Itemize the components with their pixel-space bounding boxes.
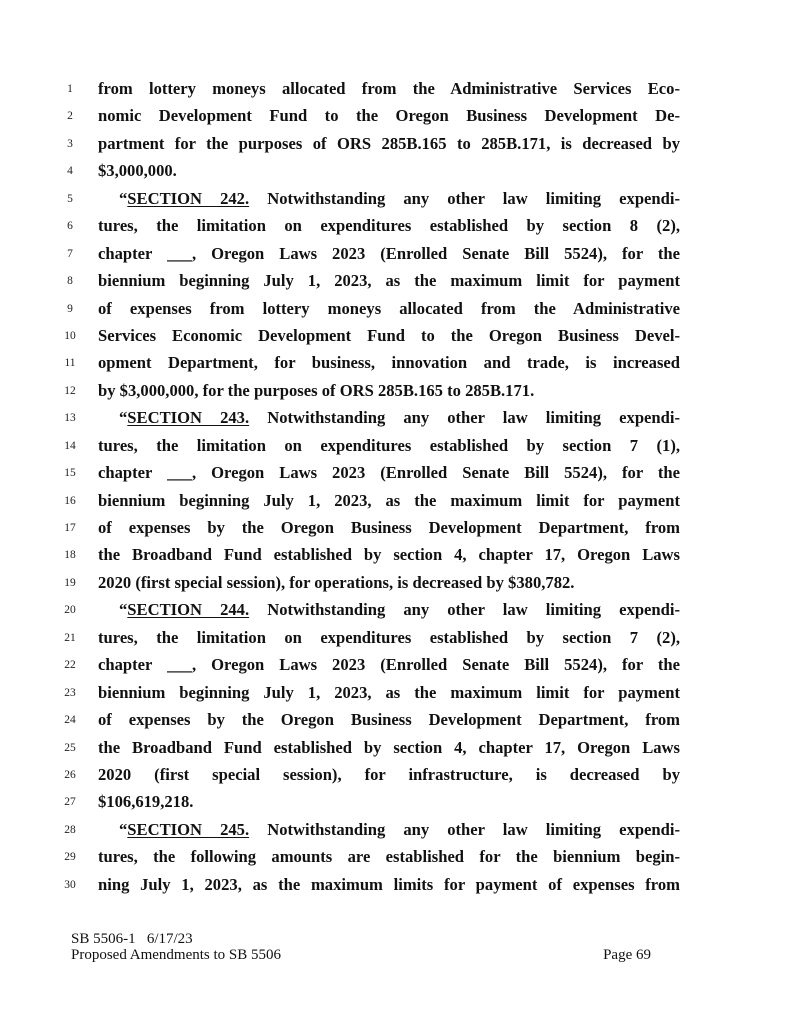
line-text: tures, the limitation on expenditures established by section 7 (2), [98, 627, 680, 647]
document-line [0, 707, 800, 734]
document-line [0, 597, 800, 624]
line-text: biennium beginning July 1, 2023, as the maximum limit for payment [98, 490, 680, 510]
line-text [98, 188, 680, 210]
line-number: 24 [64, 714, 76, 727]
footer-title: Proposed Amendments to SB 5506 [71, 947, 282, 963]
line-text: opment Department, for business, innovation and trade, is increased [98, 353, 680, 373]
page-footer [71, 931, 651, 963]
document-line [0, 542, 800, 569]
open-quote: “ [119, 408, 128, 428]
line-text: of expenses from lottery moneys allocated from the Administrative [98, 298, 680, 318]
line-text: chapter ___, Oregon Laws 2023 (Enrolled Senate Bill 5524), for the [98, 463, 680, 483]
line-text: tures, the following amounts are established for the biennium begin- [98, 847, 680, 867]
line-number: 25 [64, 741, 76, 754]
line-number: 6 [67, 220, 73, 233]
line-number: 1 [67, 83, 73, 95]
line-number: 16 [64, 494, 76, 507]
line-text: by $3,000,000, for the purposes of ORS 285B.165 to 285B.171. [98, 380, 535, 400]
line-text: from lottery moneys allocated from the Administrative Services Eco- [98, 79, 680, 98]
line-text: of expenses by the Oregon Business Development Department, from [98, 710, 680, 730]
document-line [0, 323, 800, 350]
section-text: Notwithstanding any other law limiting expendi- [249, 188, 681, 208]
document-line [0, 488, 800, 515]
line-text: the Broadband Fund established by section 4, chapter 17, Oregon Laws [98, 737, 680, 757]
line-text [98, 407, 680, 429]
line-text: of expenses by the Oregon Business Development Department, from [98, 518, 680, 537]
line-number: 3 [67, 137, 73, 150]
line-number: 30 [64, 878, 76, 891]
line-number: 11 [64, 357, 76, 370]
line-text [98, 819, 680, 841]
document-line [0, 789, 800, 816]
document-line [0, 378, 800, 405]
line-number: 14 [64, 439, 76, 452]
open-quote: “ [119, 600, 128, 620]
line-number: 8 [67, 275, 73, 288]
line-text: chapter ___, Oregon Laws 2023 (Enrolled Senate Bill 5524), for the [98, 655, 680, 675]
document-line [0, 350, 800, 377]
line-text: 2020 (first special session), for infrastructure, is decreased by [98, 764, 680, 784]
line-text: biennium beginning July 1, 2023, as the maximum limit for payment [98, 682, 680, 702]
line-number: 26 [64, 768, 76, 781]
document-line [0, 158, 800, 185]
line-number: 15 [64, 467, 76, 480]
document-line [0, 131, 800, 158]
open-quote: “ [119, 819, 128, 839]
document-line [0, 405, 800, 432]
line-text: chapter ___, Oregon Laws 2023 (Enrolled Senate Bill 5524), for the [98, 243, 680, 263]
document-line [0, 872, 800, 899]
open-quote: “ [119, 188, 128, 208]
document-line [0, 515, 800, 542]
line-number: 20 [64, 604, 76, 617]
line-number: 7 [67, 247, 73, 260]
line-text: $106,619,218. [98, 792, 194, 812]
line-text: the Broadband Fund established by section 4, chapter 17, Oregon Laws [98, 545, 680, 565]
line-text: 2020 (first special session), for operations, is decreased by $380,782. [98, 572, 575, 592]
line-number: 28 [64, 823, 76, 836]
document-line [0, 103, 800, 130]
document-line [0, 625, 800, 652]
document-line [0, 186, 800, 213]
section-heading: SECTION 242. [127, 188, 250, 208]
line-number: 10 [64, 329, 76, 342]
document-line [0, 680, 800, 707]
page-number: Page 69 [603, 947, 651, 963]
line-number: 27 [64, 796, 76, 809]
document-body [0, 76, 800, 899]
line-text: $3,000,000. [98, 161, 177, 181]
document-line [0, 762, 800, 789]
section-text: Notwithstanding any other law limiting expendi- [249, 600, 681, 620]
section-heading: SECTION 244. [127, 600, 250, 620]
section-heading: SECTION 245. [127, 819, 250, 839]
line-number: 23 [64, 686, 76, 699]
line-text: ning July 1, 2023, as the maximum limits for payment of expenses from [98, 874, 680, 894]
line-number: 18 [64, 549, 76, 562]
line-number: 29 [64, 851, 76, 864]
document-line [0, 817, 800, 844]
line-number: 5 [67, 192, 73, 205]
line-number: 22 [64, 659, 76, 672]
line-number: 19 [64, 576, 76, 589]
line-text: biennium beginning July 1, 2023, as the maximum limit for payment [98, 271, 680, 291]
line-number: 9 [67, 302, 73, 315]
document-line [0, 570, 800, 597]
line-number: 21 [64, 631, 76, 644]
document-line [0, 296, 800, 323]
document-line [0, 844, 800, 871]
footer-date: 6/17/23 [146, 931, 193, 947]
document-line [0, 433, 800, 460]
section-heading: SECTION 243. [127, 408, 250, 428]
line-number: 13 [64, 412, 76, 425]
document-line [0, 652, 800, 679]
section-text: Notwithstanding any other law limiting expendi- [249, 408, 681, 428]
footer-bill-info [71, 931, 193, 947]
document-line [0, 735, 800, 762]
document-line [0, 241, 800, 268]
document-line [0, 213, 800, 240]
document-line [0, 268, 800, 295]
footer-bill-id: SB 5506-1 [71, 931, 136, 947]
document-line [0, 76, 800, 103]
line-text: partment for the purposes of ORS 285B.165 to 285B.171, is decreased by [98, 133, 680, 153]
line-number: 2 [67, 110, 73, 123]
line-text: tures, the limitation on expenditures established by section 8 (2), [98, 216, 680, 236]
line-text: nomic Development Fund to the Oregon Business Development De- [98, 106, 680, 126]
document-line [0, 460, 800, 487]
line-number: 12 [64, 384, 76, 397]
line-text: tures, the limitation on expenditures established by section 7 (1), [98, 435, 680, 455]
line-text [98, 599, 680, 621]
line-number: 4 [67, 165, 73, 178]
line-number: 17 [64, 522, 76, 534]
section-text: Notwithstanding any other law limiting expendi- [249, 819, 681, 839]
line-text: Services Economic Development Fund to the Oregon Business Devel- [98, 325, 680, 345]
